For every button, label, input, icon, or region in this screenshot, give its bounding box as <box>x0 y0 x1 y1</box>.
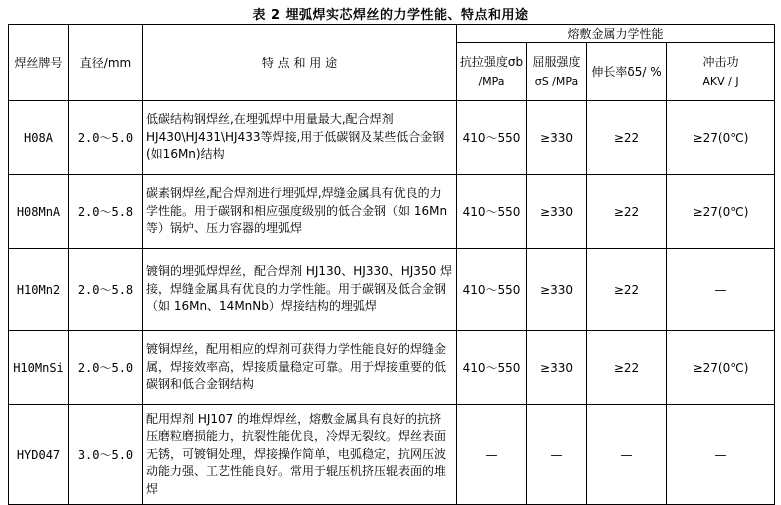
cell-impact: — <box>667 249 775 331</box>
cell-diameter: 2.0～5.8 <box>69 175 143 249</box>
cell-impact: ≥27(0℃) <box>667 175 775 249</box>
cell-elongation: — <box>587 405 667 505</box>
header-yield-unit: σS /MPa <box>534 74 579 88</box>
header-diameter: 直径/mm <box>69 25 143 101</box>
table-row <box>9 405 775 505</box>
cell-features: 碳素钢焊丝,配合焊剂进行埋弧焊,焊缝金属具有优良的力学性能。用于碳钢和相应强度级别的低合金钢（如 16Mn 等）锅炉、压力容器的埋弧焊 <box>143 175 457 249</box>
cell-features: 低碳结构钢焊丝,在埋弧焊中用量最大,配合焊剂HJ430\HJ431\HJ433等焊接,用于低碳钢及某些低合金钢(如16Mn)结构 <box>143 101 457 175</box>
cell-tensile: 410～550 <box>457 175 527 249</box>
cell-tensile: 410～550 <box>457 331 527 405</box>
cell-brand: H10Mn2 <box>9 249 69 331</box>
cell-elongation: ≥22 <box>587 101 667 175</box>
cell-brand: H10MnSi <box>9 331 69 405</box>
cell-features: 镀铜的埋弧焊焊丝，配合焊剂 HJ130、HJ330、HJ350 焊接，焊缝金属具有优良的力学性能。用于碳钢及低合金钢（如 16Mn、14MnNb）焊接结构的埋弧焊 <box>143 249 457 331</box>
cell-brand: H08A <box>9 101 69 175</box>
cell-elongation: ≥22 <box>587 249 667 331</box>
header-impact-name: 冲击功 <box>702 54 739 69</box>
cell-diameter: 2.0～5.8 <box>69 249 143 331</box>
cell-tensile: 410～550 <box>457 249 527 331</box>
cell-yield: — <box>527 405 587 505</box>
cell-yield: ≥330 <box>527 175 587 249</box>
cell-impact: ≥27(0℃) <box>667 101 775 175</box>
table-row <box>9 249 775 331</box>
header-tensile <box>457 43 527 101</box>
cell-brand: H08MnA <box>9 175 69 249</box>
welding-wire-table <box>8 24 775 505</box>
cell-elongation: ≥22 <box>587 331 667 405</box>
header-tensile-unit: /MPa <box>478 74 505 88</box>
cell-yield: ≥330 <box>527 249 587 331</box>
header-impact-unit: AKV / J <box>702 74 739 88</box>
cell-diameter: 3.0～5.0 <box>69 405 143 505</box>
cell-features: 镀铜焊丝，配用相应的焊剂可获得力学性能良好的焊缝金属，焊接效率高，焊接质量稳定可靠。用于焊接重要的低碳钢和低合金钢结构 <box>143 331 457 405</box>
cell-diameter: 2.0～5.0 <box>69 101 143 175</box>
cell-features: 配用焊剂 HJ107 的堆焊焊丝，熔敷金属具有良好的抗挤压磨粒磨损能力，抗裂性能优良，冷焊无裂纹。焊丝表面无锈，可镀铜处理，焊接操作简单，电弧稳定，抗网压波动能力强、工艺性能良好。常用于辊压机挤压辊表面的堆焊 <box>143 405 457 505</box>
cell-impact: ≥27(0℃) <box>667 331 775 405</box>
table-title: 表 2 埋弧焊实芯焊丝的力学性能、特点和用途 <box>252 8 529 23</box>
table-row <box>9 331 775 405</box>
header-yield-name: 屈服强度 <box>532 54 581 69</box>
cell-impact: — <box>667 405 775 505</box>
cell-yield: ≥330 <box>527 331 587 405</box>
cell-brand: HYD047 <box>9 405 69 505</box>
cell-tensile: — <box>457 405 527 505</box>
cell-tensile: 410～550 <box>457 101 527 175</box>
table-row <box>9 101 775 175</box>
header-brand: 焊丝牌号 <box>9 25 69 101</box>
header-elongation: 伸长率δ5/ % <box>587 43 667 101</box>
cell-elongation: ≥22 <box>587 175 667 249</box>
header-impact <box>667 43 775 101</box>
table-row <box>9 175 775 249</box>
header-tensile-name: 抗拉强度σb <box>459 54 524 69</box>
cell-yield: ≥330 <box>527 101 587 175</box>
header-features: 特 点 和 用 途 <box>143 25 457 101</box>
cell-diameter: 2.0～5.0 <box>69 331 143 405</box>
header-mechanical-group: 熔敷金属力学性能 <box>457 25 775 43</box>
header-yield <box>527 43 587 101</box>
